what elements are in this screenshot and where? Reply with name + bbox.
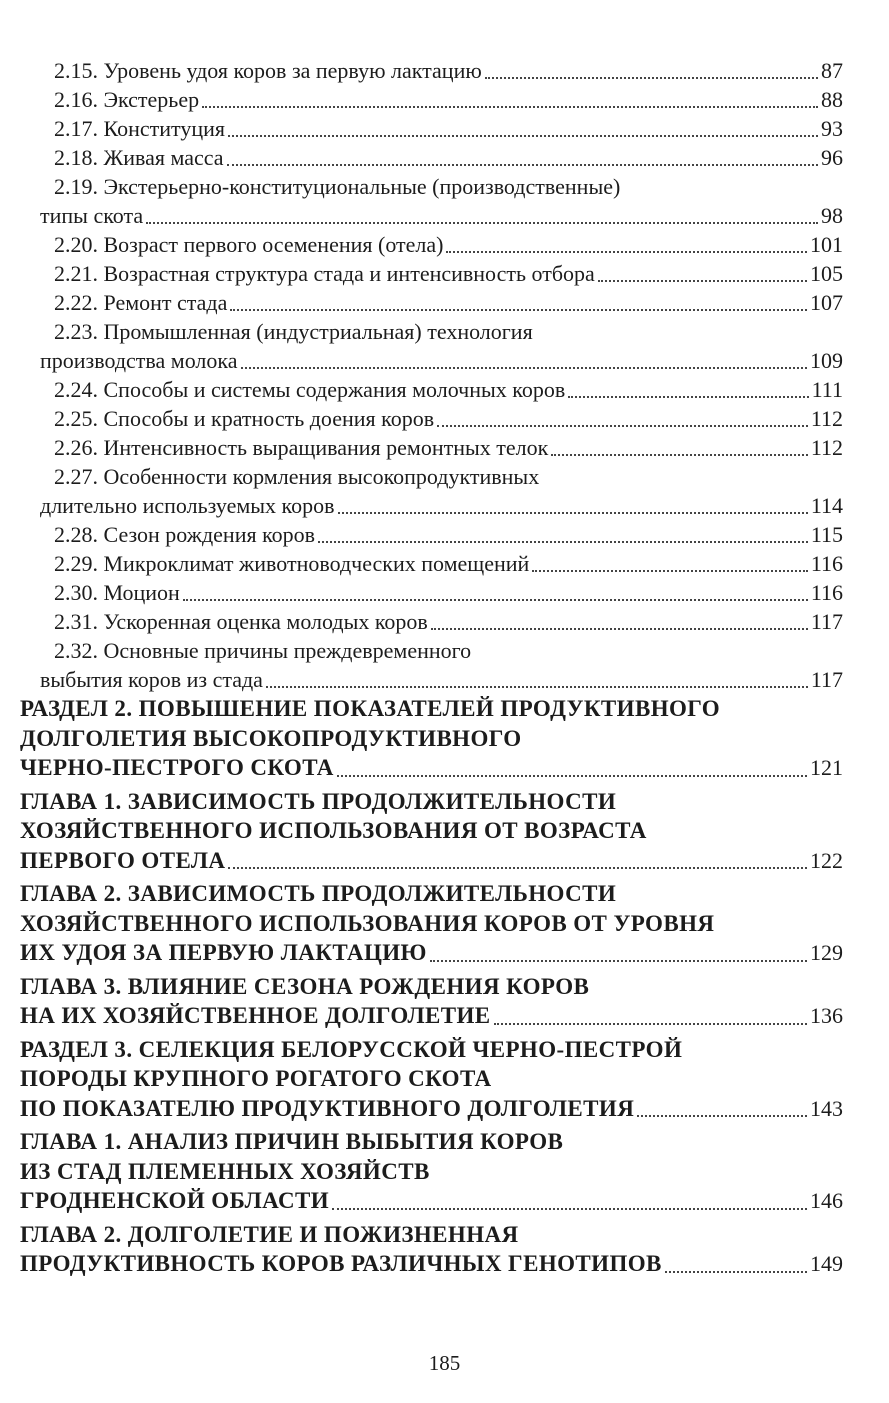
toc-page-number: 146 (810, 1188, 843, 1213)
toc-entry-line (0, 462, 889, 491)
dot-leader (598, 280, 807, 282)
toc-page-number: 149 (810, 1251, 843, 1276)
toc-entry-title: ГРОДНЕНСКОЙ ОБЛАСТИ (20, 1188, 330, 1213)
toc-entry-line (0, 346, 889, 375)
toc-entry-title: ГЛАВА 2. ЗАВИСИМОСТЬ ПРОДОЛЖИТЕЛЬНОСТИ (20, 881, 617, 906)
toc-subsection-entry (0, 288, 889, 317)
toc-page-number: 98 (821, 203, 843, 228)
toc-page-number: 105 (810, 261, 843, 286)
toc-entry-line (0, 1035, 889, 1065)
toc-entry-line (0, 724, 889, 754)
toc-page-number: 116 (810, 580, 843, 605)
toc-entry-line (0, 1249, 889, 1279)
toc-entry-line (0, 909, 889, 939)
toc-page-number: 87 (821, 58, 843, 83)
toc-page-number: 136 (810, 1003, 843, 1028)
toc-entry-line (0, 520, 889, 549)
toc-chapter-entry (0, 879, 889, 968)
dot-leader (266, 686, 808, 688)
toc-entry-line (0, 317, 889, 346)
toc-entry-line (0, 85, 889, 114)
toc-entry-line (0, 143, 889, 172)
dot-leader (665, 1271, 807, 1273)
toc-subsection-entry (0, 404, 889, 433)
toc-entry-title: 2.30. Моцион (54, 580, 180, 605)
toc-entry-title: 2.31. Ускоренная оценка молодых коров (54, 609, 428, 634)
toc-chapter-entry (0, 1220, 889, 1279)
toc-subsection-entry (0, 172, 889, 230)
toc-page-number: 112 (810, 406, 843, 431)
toc-entry-line (0, 56, 889, 85)
toc-entry-line (0, 1186, 889, 1216)
toc-entry-line (0, 375, 889, 404)
toc-chapter-entry (0, 1127, 889, 1216)
toc-entry-title: ХОЗЯЙСТВЕННОГО ИСПОЛЬЗОВАНИЯ КОРОВ ОТ УРОВНЯ (20, 910, 715, 936)
dot-leader (337, 775, 807, 777)
toc-entry-line (0, 972, 889, 1002)
toc-entry-title: 2.17. Конституция (54, 116, 225, 141)
toc-entry-title: 2.28. Сезон рождения коров (54, 522, 316, 547)
toc-entry-line (0, 694, 889, 724)
dot-leader (446, 251, 807, 253)
toc-entry-line (0, 665, 889, 694)
toc-subsection-entry (0, 143, 889, 172)
toc-entry-line (0, 636, 889, 665)
dot-leader (551, 454, 807, 456)
toc-entry-line (0, 1001, 889, 1031)
toc-entry-title: ПОРОДЫ КРУПНОГО РОГАТОГО СКОТА (20, 1066, 492, 1091)
toc-page-number: 117 (810, 667, 843, 692)
toc-entry-line (0, 1094, 889, 1124)
toc-page-number: 96 (821, 145, 843, 170)
toc-entry-line (0, 879, 889, 909)
dot-leader (430, 960, 807, 962)
toc-entry-title: длительно используемых коров (40, 493, 335, 518)
toc-entry-title: ГЛАВА 1. АНАЛИЗ ПРИЧИН ВЫБЫТИЯ КОРОВ (20, 1129, 564, 1154)
toc-entry-title: 2.20. Возраст первого осеменения (отела) (54, 232, 444, 257)
toc-chapter-entry (0, 972, 889, 1031)
toc-entry-title: 2.22. Ремонт стада (54, 290, 228, 315)
toc-entry-line (0, 753, 889, 783)
toc-subsection-entry (0, 375, 889, 404)
toc-entry-title: ПО ПОКАЗАТЕЛЮ ПРОДУКТИВНОГО ДОЛГОЛЕТИЯ (20, 1095, 635, 1121)
toc-entry-line (0, 846, 889, 876)
toc-entry-line (0, 114, 889, 143)
toc-chapter-entry (0, 787, 889, 876)
toc-entry-title: 2.21. Возрастная структура стада и интенсивность отбора (54, 261, 595, 286)
toc-entry-title: 2.19. Экстерьерно-конституциональные (производственные) (54, 174, 621, 199)
toc-entry-line (0, 1127, 889, 1157)
toc-chapter-entry (0, 694, 889, 783)
dot-leader (485, 77, 818, 79)
toc-entry-line (0, 816, 889, 846)
toc-page-number: 143 (810, 1095, 843, 1121)
toc-subsection-entry (0, 607, 889, 636)
dot-leader (494, 1023, 807, 1025)
toc-entry-line (0, 1157, 889, 1187)
toc-page-number: 107 (810, 290, 843, 315)
toc-entry-line (0, 787, 889, 817)
dot-leader (637, 1115, 807, 1117)
toc-chapter-entry (0, 1035, 889, 1124)
toc-page-number: 117 (810, 609, 843, 634)
toc-page-number: 115 (810, 522, 843, 547)
toc-entry-line (0, 578, 889, 607)
dot-leader (202, 106, 818, 108)
toc-subsection-entry (0, 520, 889, 549)
toc-entry-line (0, 230, 889, 259)
toc-entry-title: ГЛАВА 3. ВЛИЯНИЕ СЕЗОНА РОЖДЕНИЯ КОРОВ (20, 973, 590, 999)
toc-entry-title: 2.18. Живая масса (54, 145, 224, 170)
toc-page-number: 122 (810, 847, 843, 873)
dot-leader (183, 599, 808, 601)
toc-entry-title: 2.15. Уровень удоя коров за первую лактацию (54, 58, 482, 83)
toc-page-number: 101 (810, 232, 843, 257)
toc-entry-line (0, 549, 889, 578)
toc-entry-title: ДОЛГОЛЕТИЯ ВЫСОКОПРОДУКТИВНОГО (20, 725, 522, 751)
toc-entry-line (0, 1064, 889, 1094)
toc-entry-line (0, 607, 889, 636)
toc-entry-title: ГЛАВА 2. ДОЛГОЛЕТИЕ И ПОЖИЗНЕННАЯ (20, 1221, 519, 1247)
dot-leader (568, 396, 808, 398)
toc-entry-line (0, 201, 889, 230)
toc-entry-line (0, 259, 889, 288)
dot-leader (228, 135, 818, 137)
toc-entry-title: ИЗ СТАД ПЛЕМЕННЫХ ХОЗЯЙСТВ (20, 1158, 430, 1184)
toc-subsection-entry (0, 636, 889, 694)
toc-page-number: 109 (810, 348, 843, 373)
toc-page-number: 112 (810, 435, 843, 460)
toc-entry-title: ГЛАВА 1. ЗАВИСИМОСТЬ ПРОДОЛЖИТЕЛЬНОСТИ (20, 788, 617, 814)
toc-page-number: 129 (810, 940, 843, 965)
toc-entry-title: ИХ УДОЯ ЗА ПЕРВУЮ ЛАКТАЦИЮ (20, 940, 427, 965)
toc-entry-title: ЧЕРНО-ПЕСТРОГО СКОТА (20, 755, 334, 780)
toc-entry-title: РАЗДЕЛ 3. СЕЛЕКЦИЯ БЕЛОРУССКОЙ ЧЕРНО-ПЕСТРОЙ (20, 1036, 683, 1062)
toc-entry-title: РАЗДЕЛ 2. ПОВЫШЕНИЕ ПОКАЗАТЕЛЕЙ ПРОДУКТИВНОГО (20, 696, 721, 721)
toc-entry-title: 2.24. Способы и системы содержания молочных коров (54, 377, 566, 402)
toc-entry-title: 2.29. Микроклимат животноводческих помещений (54, 551, 530, 576)
dot-leader (227, 164, 818, 166)
toc-entry-title: ПЕРВОГО ОТЕЛА (20, 847, 226, 873)
toc-page-number: 114 (810, 493, 843, 518)
toc-entry-title: 2.23. Промышленная (индустриальная) технология (54, 319, 533, 344)
toc-subsection-entry (0, 56, 889, 85)
toc-subsection-entry (0, 230, 889, 259)
page-number: 185 (428, 1351, 461, 1375)
toc-entry-title: 2.16. Экстерьер (54, 87, 200, 112)
toc-page-number: 116 (810, 551, 843, 576)
toc-entry-line (0, 288, 889, 317)
toc-entry-title: НА ИХ ХОЗЯЙСТВЕННОЕ ДОЛГОЛЕТИЕ (20, 1003, 491, 1028)
toc-entry-title: типы скота (40, 203, 144, 228)
dot-leader (230, 309, 807, 311)
dot-leader (532, 570, 807, 572)
dot-leader (241, 367, 807, 369)
toc-entry-title: выбытия коров из стада (40, 667, 263, 692)
toc-subsection-entry (0, 462, 889, 520)
toc-entry-line (0, 938, 889, 968)
toc-entry-title: 2.32. Основные причины преждевременного (54, 638, 472, 663)
dot-leader (431, 628, 808, 630)
table-of-contents (0, 56, 889, 1279)
toc-entry-line (0, 404, 889, 433)
toc-entry-line (0, 1220, 889, 1250)
dot-leader (437, 425, 808, 427)
toc-entry-title: 2.26. Интенсивность выращивания ремонтных телок (54, 435, 549, 460)
dot-leader (338, 512, 808, 514)
toc-entry-line (0, 172, 889, 201)
toc-page-number: 93 (821, 116, 843, 141)
dot-leader (228, 867, 807, 869)
dot-leader (332, 1208, 807, 1210)
toc-entry-title: 2.27. Особенности кормления высокопродуктивных (54, 464, 540, 489)
toc-entry-title: 2.25. Способы и кратность доения коров (54, 406, 435, 431)
toc-subsection-entry (0, 433, 889, 462)
toc-entry-line (0, 433, 889, 462)
dot-leader (146, 222, 818, 224)
toc-subsection-entry (0, 578, 889, 607)
toc-entry-title: ХОЗЯЙСТВЕННОГО ИСПОЛЬЗОВАНИЯ ОТ ВОЗРАСТА (20, 818, 647, 843)
toc-page-number: 111 (811, 377, 843, 402)
toc-entry-title: ПРОДУКТИВНОСТЬ КОРОВ РАЗЛИЧНЫХ ГЕНОТИПОВ (20, 1251, 662, 1276)
toc-page-number: 88 (821, 87, 843, 112)
toc-page-number: 121 (810, 755, 843, 780)
toc-subsection-entry (0, 259, 889, 288)
toc-subsection-entry (0, 317, 889, 375)
toc-subsection-entry (0, 114, 889, 143)
dot-leader (318, 541, 808, 543)
toc-subsection-entry (0, 549, 889, 578)
toc-entry-title: производства молока (40, 348, 238, 373)
toc-subsection-entry (0, 85, 889, 114)
toc-entry-line (0, 491, 889, 520)
